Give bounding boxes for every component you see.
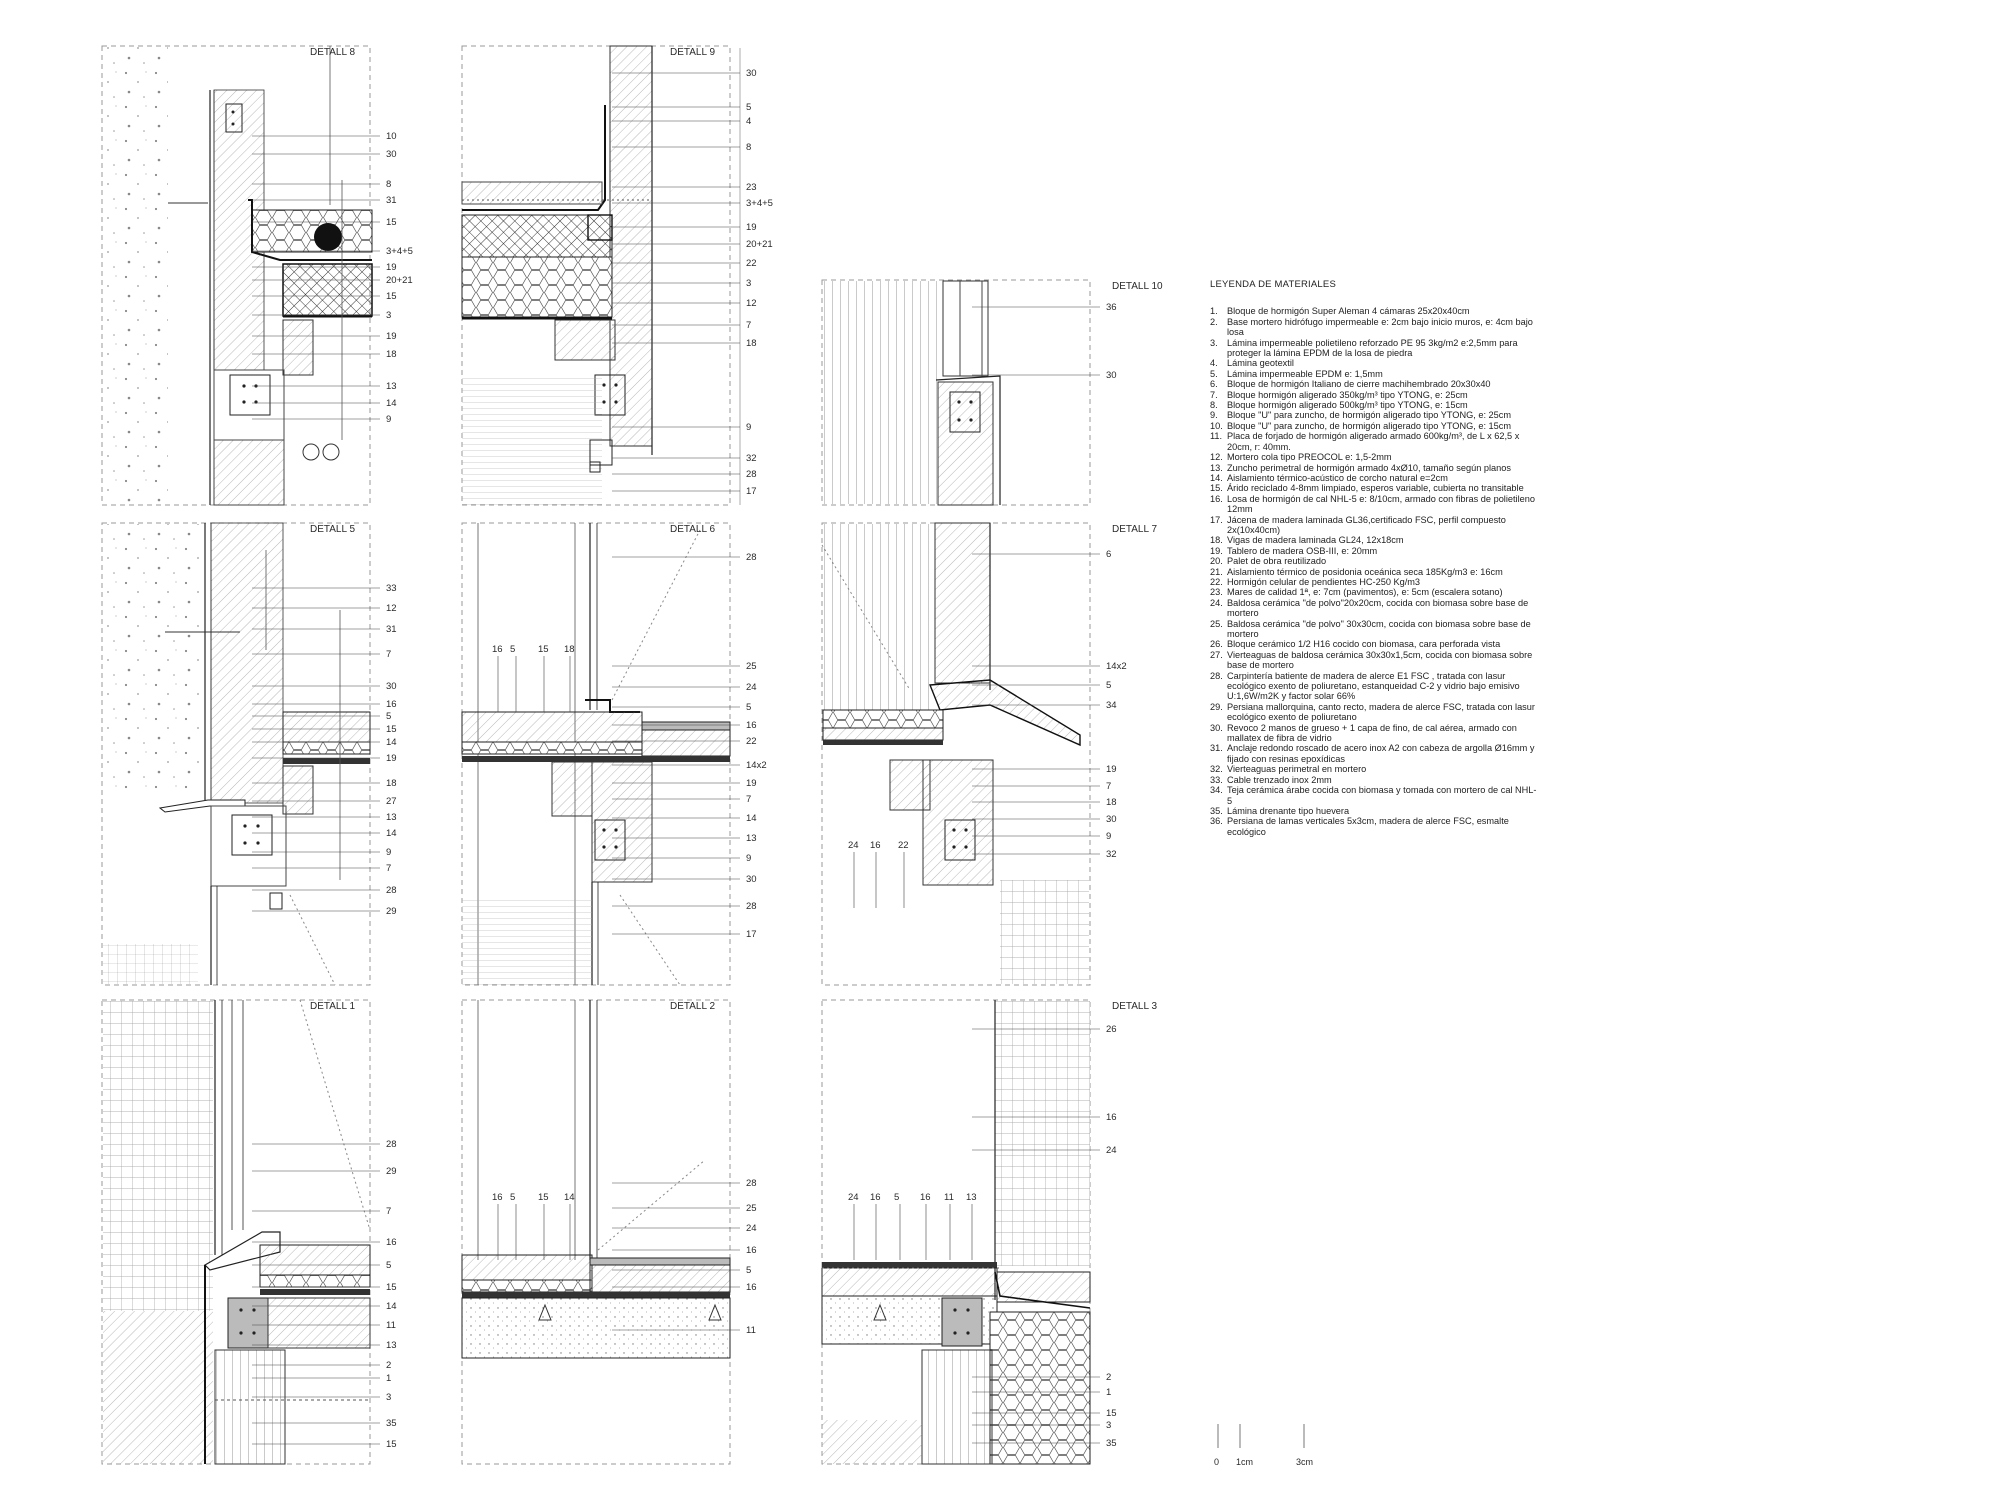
detail-label: 19: [386, 262, 397, 273]
detail-label: 5: [386, 711, 392, 722]
detail-label: 14: [386, 398, 397, 409]
legend-item-text: Bloque cerámico 1/2 H16 cocido con biomasa, cara perforada vista: [1227, 639, 1501, 650]
detail-label: 15: [386, 1282, 397, 1293]
detail-title: DETALL 2: [670, 1001, 716, 1012]
detail-label: 30: [1106, 814, 1117, 825]
legend-item-number: 22.: [1210, 576, 1223, 587]
detail-label: 28: [746, 469, 757, 480]
legend-item-number: 21.: [1210, 566, 1223, 577]
detail-label: 16: [920, 1192, 931, 1203]
legend-item: [1210, 317, 1540, 338]
legend-item-number: 12.: [1210, 452, 1223, 463]
detail-label: 13: [966, 1192, 977, 1203]
detail-label: 3+4+5: [746, 198, 773, 209]
legend-item-text: Bloque hormigón aligerado 350kg/m³ tipo YTONG, e: 25cm: [1227, 389, 1468, 400]
detail-label: 34: [1106, 700, 1117, 711]
detail-8: [102, 46, 372, 505]
detail-label: 22: [746, 258, 757, 269]
legend-item-number: 13.: [1210, 462, 1223, 473]
detail-label: 7: [1106, 781, 1112, 792]
detail-label: 13: [386, 812, 397, 823]
legend-item-number: 6.: [1210, 379, 1218, 390]
detail-title: DETALL 8: [310, 47, 356, 58]
detail-9: [462, 46, 740, 505]
legend-item-number: 1.: [1210, 306, 1218, 317]
detail-label: 26: [1106, 1024, 1117, 1035]
legend-item: [1210, 702, 1540, 723]
detail-label: 14: [386, 828, 397, 839]
detail-10: [822, 280, 1090, 505]
legend-item: [1210, 473, 1540, 483]
legend-item-text: Vierteaguas de baldosa cerámica 30x30x1,5cm, cocida con biomasa sobre base de mortero: [1227, 649, 1533, 671]
detail-label: 7: [746, 320, 752, 331]
detail-title: DETALL 3: [1112, 1001, 1158, 1012]
detail-label: 14: [746, 813, 757, 824]
detail-label: 5: [894, 1192, 900, 1203]
legend-item-number: 7.: [1210, 389, 1218, 400]
legend-item-text: Bloque hormigón aligerado 500kg/m³ tipo YTONG, e: 15cm: [1227, 400, 1468, 411]
legend-item: [1210, 546, 1540, 556]
detail-label: 30: [1106, 370, 1117, 381]
detail-label: 2: [1106, 1372, 1112, 1383]
legend-item-text: Mortero cola tipo PREOCOL e: 1,5-2mm: [1227, 452, 1392, 463]
detail-label: 28: [746, 901, 757, 912]
legend-item-text: Lámina impermeable polietileno reforzado PE 95 3kg/m2 e:2,5mm para proteger la lámina EPDM de la losa de piedra: [1227, 337, 1518, 359]
legend-item-number: 34.: [1210, 785, 1223, 796]
legend-item: [1210, 338, 1540, 359]
legend-item-text: Placa de forjado de hormigón aligerado armado 600kg/m³, de L x 62,5 x 20cm, r: 40mm.: [1227, 431, 1520, 452]
detail-label: 30: [746, 68, 757, 79]
detail-label: 24: [848, 840, 859, 851]
detail-label: 16: [746, 1282, 757, 1293]
legend-item: [1210, 452, 1540, 462]
legend-item: [1210, 743, 1540, 764]
detail-label: 2: [386, 1360, 392, 1371]
detail-label: 16: [1106, 1112, 1117, 1123]
detail-label: 15: [1106, 1408, 1117, 1419]
d7-column-labels: [848, 840, 909, 908]
detail-label: 32: [1106, 849, 1117, 860]
detail-label: 9: [746, 853, 752, 864]
legend-item-number: 19.: [1210, 545, 1223, 556]
detail-label: 5: [510, 644, 516, 655]
legend-item-text: Bloque de hormigón Italiano de cierre machihembrado 20x30x40: [1227, 379, 1491, 390]
detail-label: 15: [386, 291, 397, 302]
detail-title: DETALL 1: [310, 1001, 356, 1012]
detail-label: 15: [538, 1192, 549, 1203]
detail-7: [822, 523, 1090, 985]
legend-item: [1210, 410, 1540, 420]
detail-label: 20+21: [386, 275, 413, 286]
detail-label: 17: [746, 929, 757, 940]
legend-item: [1210, 764, 1540, 774]
legend-item-number: 5.: [1210, 368, 1218, 379]
legend-item-number: 33.: [1210, 774, 1223, 785]
detail-label: 15: [386, 217, 397, 228]
detail-label: 5: [746, 1265, 752, 1276]
detail-label: 9: [386, 847, 392, 858]
detail-label: 25: [746, 661, 757, 672]
detail-label: 9: [1106, 831, 1112, 842]
scale-label-1: 1cm: [1236, 1457, 1254, 1467]
detail-label: 24: [848, 1192, 859, 1203]
detail-label: 35: [1106, 1438, 1117, 1449]
detail-label: 19: [386, 753, 397, 764]
legend-item-number: 26.: [1210, 639, 1223, 650]
detail-label: 19: [746, 222, 757, 233]
legend-item-number: 24.: [1210, 597, 1223, 608]
legend-item-number: 9.: [1210, 410, 1218, 421]
detail-label: 5: [386, 1260, 392, 1271]
legend-item-text: Anclaje redondo roscado de acero inox A2 con cabeza de argolla Ø16mm y fijado con resinas epoxídicas: [1227, 743, 1535, 764]
legend-item-text: Bloque "U" para zuncho, de hormigón aligerado tipo YTONG, e: 15cm: [1227, 420, 1512, 431]
detail-label: 7: [386, 649, 392, 660]
scale-label-3: 3cm: [1296, 1457, 1314, 1467]
detail-label: 22: [746, 736, 757, 747]
detail-label: 28: [746, 1178, 757, 1189]
legend-item-number: 11.: [1210, 431, 1223, 442]
legend-item-text: Base mortero hidrófugo impermeable e: 2cm bajo inicio muros, e: 4cm bajo losa: [1227, 316, 1533, 338]
d10-annotations: [972, 281, 1163, 381]
detail-label: 18: [746, 338, 757, 349]
detail-label: 17: [746, 486, 757, 497]
detail-label: 5: [746, 102, 752, 113]
detail-label: 16: [746, 720, 757, 731]
detail-label: 6: [1106, 549, 1112, 560]
d5-column-labels: [492, 644, 575, 712]
detail-label: 24: [746, 1223, 757, 1234]
scale-bar: [1208, 1422, 1328, 1470]
detail-label: 8: [386, 179, 392, 190]
detail-label: 5: [1106, 680, 1112, 691]
detail-label: 25: [746, 1203, 757, 1214]
legend-item-number: 23.: [1210, 587, 1223, 598]
detail-label: 18: [386, 778, 397, 789]
detail-label: 33: [386, 583, 397, 594]
legend-item-number: 10.: [1210, 420, 1223, 431]
legend-item-text: Lámina drenante tipo huevera: [1227, 805, 1350, 816]
legend-item: [1210, 483, 1540, 493]
legend-item: [1210, 816, 1540, 837]
detail-label: 30: [386, 149, 397, 160]
detail-label: 32: [746, 453, 757, 464]
legend-item-text: Árido reciclado 4-8mm limpiado, esperos variable, cubierta no transitable: [1227, 483, 1524, 494]
legend-item-text: Revoco 2 manos de grueso + 1 capa de fino, de cal aérea, armado con mallatex de fibra de vidrio: [1227, 722, 1517, 744]
detail-label: 15: [386, 1439, 397, 1450]
detail-label: 30: [746, 874, 757, 885]
detail-label: 1: [1106, 1387, 1112, 1398]
detail-title: DETALL 6: [670, 524, 716, 535]
legend-item-text: Persiana de lamas verticales 5x3cm, madera de alerce FSC, esmalte ecológico: [1227, 816, 1509, 837]
detail-label: 1: [386, 1373, 392, 1384]
legend-item-text: Zuncho perimetral de hormigón armado 4xØ10, tamaño según planos: [1227, 462, 1511, 473]
detail-label: 7: [386, 1206, 392, 1217]
detail-label: 31: [386, 195, 397, 206]
detail-label: 11: [386, 1320, 396, 1331]
detail-label: 16: [386, 699, 397, 710]
legend-item: [1210, 400, 1540, 410]
legend-item-number: 25.: [1210, 618, 1223, 629]
detail-label: 16: [870, 1192, 881, 1203]
detail-label: 18: [564, 644, 575, 655]
detail-6: [462, 523, 730, 985]
legend-item: [1210, 671, 1540, 702]
legend-item-number: 28.: [1210, 670, 1223, 681]
legend-item: [1210, 421, 1540, 431]
detail-title: DETALL 10: [1112, 281, 1163, 292]
detail-label: 29: [386, 1166, 397, 1177]
legend-item-number: 2.: [1210, 316, 1218, 327]
detail-label: 10: [386, 131, 397, 142]
legend-item-number: 8.: [1210, 400, 1218, 411]
detail-label: 12: [386, 603, 397, 614]
detail-label: 14x2: [746, 760, 767, 771]
legend-item-text: Aislamiento térmico de posidonia oceánica seca 185Kg/m3 e: 16cm: [1227, 566, 1503, 577]
detail-label: 19: [386, 331, 397, 342]
legend-item-number: 4.: [1210, 358, 1218, 369]
detail-label: 36: [1106, 302, 1117, 313]
detail-label: 5: [746, 702, 752, 713]
detail-label: 30: [386, 681, 397, 692]
legend-item: [1210, 431, 1540, 452]
detail-label: 7: [386, 863, 392, 874]
legend-item-number: 20.: [1210, 556, 1223, 567]
detail-label: 3: [1106, 1420, 1112, 1431]
materials-legend: [1210, 280, 1540, 837]
legend-item-number: 31.: [1210, 743, 1223, 754]
legend-item-text: Vierteaguas perimetral en mortero: [1227, 764, 1367, 775]
detail-label: 16: [870, 840, 881, 851]
legend-item: [1210, 723, 1540, 744]
legend-item-number: 18.: [1210, 535, 1223, 546]
legend-item-number: 29.: [1210, 701, 1223, 712]
legend-item: [1210, 306, 1540, 316]
detail-label: 18: [1106, 797, 1117, 808]
detail-label: 12: [746, 298, 757, 309]
detail-label: 14: [564, 1192, 575, 1203]
legend-item: [1210, 567, 1540, 577]
detail-label: 3: [386, 1392, 392, 1403]
legend-item: [1210, 556, 1540, 566]
legend-item-text: Jácena de madera laminada GL36,certificado FSC, perfil compuesto 2x(10x40cm): [1227, 514, 1506, 535]
detail-label: 11: [746, 1325, 756, 1336]
detail-label: 28: [746, 552, 757, 563]
detail-label: 14x2: [1106, 661, 1127, 672]
detail-label: 31: [386, 624, 397, 635]
legend-item-text: Persiana mallorquina, canto recto, madera de alerce FSC, tratada con lasur ecológico exento de poliuretano: [1227, 701, 1535, 723]
legend-item-number: 15.: [1210, 483, 1223, 494]
legend-item: [1210, 515, 1540, 536]
legend-item: [1210, 535, 1540, 545]
legend-item-number: 36.: [1210, 816, 1223, 827]
detail-label: 8: [746, 142, 752, 153]
detail-label: 18: [386, 349, 397, 360]
legend-item-text: Teja cerámica árabe cocida con biomasa y tomada con mortero de cal NHL-5: [1227, 785, 1537, 806]
legend-item-number: 3.: [1210, 337, 1218, 348]
legend-item-text: Losa de hormigón de cal NHL-5 e: 8/10cm, armado con fibras de polietileno 12mm: [1227, 493, 1535, 515]
legend-item: [1210, 806, 1540, 816]
detail-label: 7: [746, 794, 752, 805]
detail-label: 20+21: [746, 239, 773, 250]
detail-label: 16: [492, 1192, 503, 1203]
detail-title: DETALL 5: [310, 524, 356, 535]
detail-label: 27: [386, 796, 397, 807]
legend-item: [1210, 379, 1540, 389]
legend-item: [1210, 650, 1540, 671]
detail-label: 16: [492, 644, 503, 655]
d2-column-labels: [492, 1192, 575, 1260]
legend-item: [1210, 587, 1540, 597]
detail-3: [822, 1000, 1090, 1464]
detail-title: DETALL 7: [1112, 524, 1158, 535]
legend-item: [1210, 775, 1540, 785]
legend-item-number: 32.: [1210, 764, 1223, 775]
detail-label: 5: [510, 1192, 516, 1203]
detail-label: 23: [746, 182, 757, 193]
detail-label: 24: [746, 682, 757, 693]
legend-item: [1210, 785, 1540, 806]
detail-label: 13: [746, 833, 757, 844]
detail-label: 19: [1106, 764, 1117, 775]
detail-label: 3: [746, 278, 752, 289]
detail-label: 9: [386, 414, 392, 425]
detail-label: 24: [1106, 1145, 1117, 1156]
detail-label: 15: [386, 724, 397, 735]
detail-label: 19: [746, 778, 757, 789]
legend-item-number: 16.: [1210, 493, 1223, 504]
legend-item-text: Palet de obra reutilizado: [1227, 556, 1327, 567]
legend-item: [1210, 639, 1540, 649]
legend-title: LEYENDA DE MATERIALES: [1210, 279, 1336, 290]
detail-label: 3: [386, 310, 392, 321]
legend-item-text: Carpintería batiente de madera de alerce E1 FSC , tratada con lasur ecológico exento de poliuretano, estanqueidad C-2 y vidrio bajo emisivo U:1,6W/m2K y factor solar 66%: [1227, 670, 1520, 702]
detail-label: 14: [386, 1301, 397, 1312]
legend-item-text: Bloque de hormigón Super Aleman 4 cámaras 25x20x40cm: [1227, 306, 1470, 317]
detail-label: 13: [386, 381, 397, 392]
legend-item-text: Vigas de madera laminada GL24, 12x18cm: [1227, 535, 1404, 546]
detail-label: 28: [386, 1139, 397, 1150]
detail-label: 28: [386, 885, 397, 896]
legend-item: [1210, 619, 1540, 640]
detail-label: 9: [746, 422, 752, 433]
legend-item-text: Lámina geotextil: [1227, 358, 1294, 369]
detail-label: 29: [386, 906, 397, 917]
legend-item-text: Hormigón celular de pendientes HC-250 Kg/m3: [1227, 576, 1421, 587]
detail-label: 16: [386, 1237, 397, 1248]
legend-item-text: Bloque "U" para zuncho, de hormigón aligerado tipo YTONG, e: 25cm: [1227, 410, 1512, 421]
detail-label: 11: [944, 1192, 954, 1203]
legend-item: [1210, 577, 1540, 587]
legend-item-text: Aislamiento térmico-acústico de corcho natural e=2cm: [1227, 472, 1448, 483]
legend-item-text: Baldosa cerámica "de polvo"20x20cm, cocida con biomasa sobre base de mortero: [1227, 597, 1529, 619]
legend-item-number: 14.: [1210, 472, 1223, 483]
legend-item-number: 17.: [1210, 514, 1223, 525]
legend-item-number: 35.: [1210, 805, 1223, 816]
legend-item-number: 27.: [1210, 649, 1223, 660]
legend-item-text: Lámina impermeable EPDM e: 1,5mm: [1227, 368, 1383, 379]
detail-label: 22: [898, 840, 909, 851]
legend-item-text: Cable trenzado inox 2mm: [1227, 774, 1332, 785]
legend-item: [1210, 358, 1540, 368]
detail-5: [102, 523, 370, 985]
legend-item: [1210, 598, 1540, 619]
legend-item: [1210, 463, 1540, 473]
legend-list: [1210, 306, 1540, 837]
detail-label: 16: [746, 1245, 757, 1256]
legend-item: [1210, 390, 1540, 400]
detail-label: 14: [386, 737, 397, 748]
legend-item-text: Tablero de madera OSB-III, e: 20mm: [1227, 545, 1378, 556]
detail-label: 3+4+5: [386, 246, 413, 257]
legend-item-text: Baldosa cerámica "de polvo" 30x30cm, cocida con biomasa sobre base de mortero: [1227, 618, 1531, 639]
detail-2: [462, 1000, 730, 1464]
detail-label: 35: [386, 1418, 397, 1429]
detail-label: 13: [386, 1340, 397, 1351]
detail-label: 4: [746, 116, 752, 127]
legend-item: [1210, 494, 1540, 515]
scale-label-0: 0: [1214, 1457, 1220, 1467]
detail-1: [102, 1000, 370, 1464]
detail-title: DETALL 9: [670, 47, 716, 58]
legend-item-number: 30.: [1210, 722, 1223, 733]
d3-column-labels: [848, 1192, 977, 1260]
detail-label: 15: [538, 644, 549, 655]
legend-item-text: Mares de calidad 1ª, e: 7cm (pavimentos), e: 5cm (escalera sotano): [1227, 587, 1503, 598]
legend-item: [1210, 369, 1540, 379]
